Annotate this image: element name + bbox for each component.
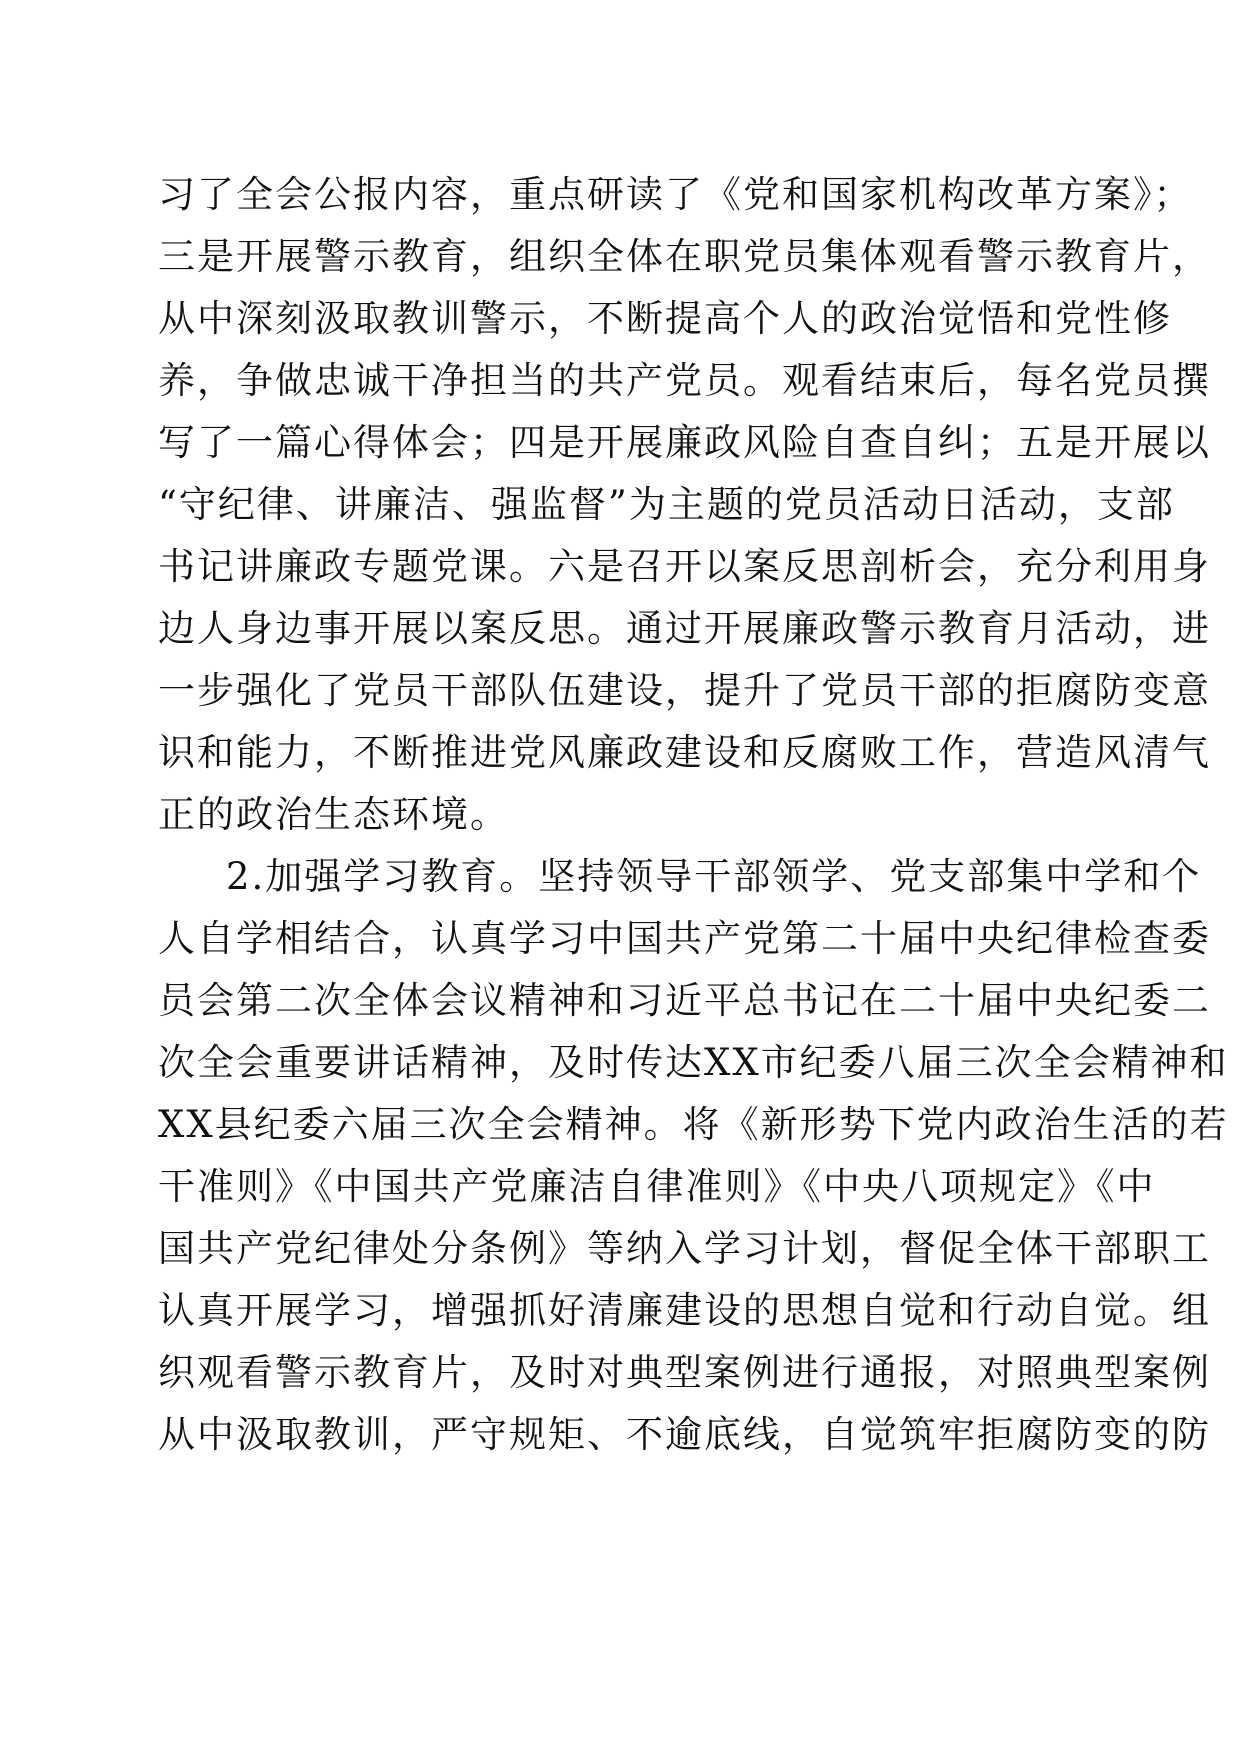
text-line: 写了一篇心得体会；四是开展廉政风险自查自纠；五是开展以 xyxy=(158,421,1211,464)
text-line: 习了全会公报内容，重点研读了《党和国家机构改革方案》； xyxy=(158,173,1193,216)
text-line: 认真开展学习，增强抓好清廉建设的思想自觉和行动自觉。组 xyxy=(158,1289,1211,1332)
text-line: 国共产党纪律处分条例》等纳入学习计划，督促全体干部职工 xyxy=(158,1227,1211,1270)
text-line: 边人身边事开展以案反思。通过开展廉政警示教育月活动，进 xyxy=(158,607,1211,650)
text-line: 三是开展警示教育，组织全体在职党员集体观看警示教育片， xyxy=(158,235,1211,278)
text-line: 一步强化了党员干部队伍建设，提升了党员干部的拒腐防变意 xyxy=(158,669,1211,712)
text-line: 书记讲廉政专题党课。六是召开以案反思剖析会，充分利用身 xyxy=(158,545,1211,588)
text-line: 次全会重要讲话精神，及时传达XX市纪委八届三次全会精神和 xyxy=(158,1041,1229,1084)
text-line: 2.加强学习教育。坚持领导干部领学、党支部集中学和个 xyxy=(226,855,1202,898)
text-line: 干准则》《中国共产党廉洁自律准则》《中央八项规定》《中 xyxy=(158,1165,1156,1208)
text-line: 员会第二次全体会议精神和习近平总书记在二十届中央纪委二 xyxy=(158,979,1211,1022)
text-line: 识和能力，不断推进党风廉政建设和反腐败工作，营造风清气 xyxy=(158,731,1211,774)
text-line: 正的政治生态环境。 xyxy=(158,793,509,836)
text-line: 从中汲取教训，严守规矩、不逾底线，自觉筑牢拒腐防变的防 xyxy=(158,1413,1211,1456)
text-line: XX县纪委六届三次全会精神。将《新形势下党内政治生活的若 xyxy=(158,1103,1229,1146)
text-line: 从中深刻汲取教训警示，不断提高个人的政治觉悟和党性修 xyxy=(158,297,1172,340)
text-line: 人自学相结合，认真学习中国共产党第二十届中央纪律检查委 xyxy=(158,917,1211,960)
text-line: 织观看警示教育片，及时对典型案例进行通报，对照典型案例 xyxy=(158,1351,1211,1394)
text-line: “守纪律、讲廉洁、强监督”为主题的党员活动日活动，支部 xyxy=(158,483,1175,526)
text-line: 养，争做忠诚干净担当的共产党员。观看结束后，每名党员撰 xyxy=(158,359,1211,402)
